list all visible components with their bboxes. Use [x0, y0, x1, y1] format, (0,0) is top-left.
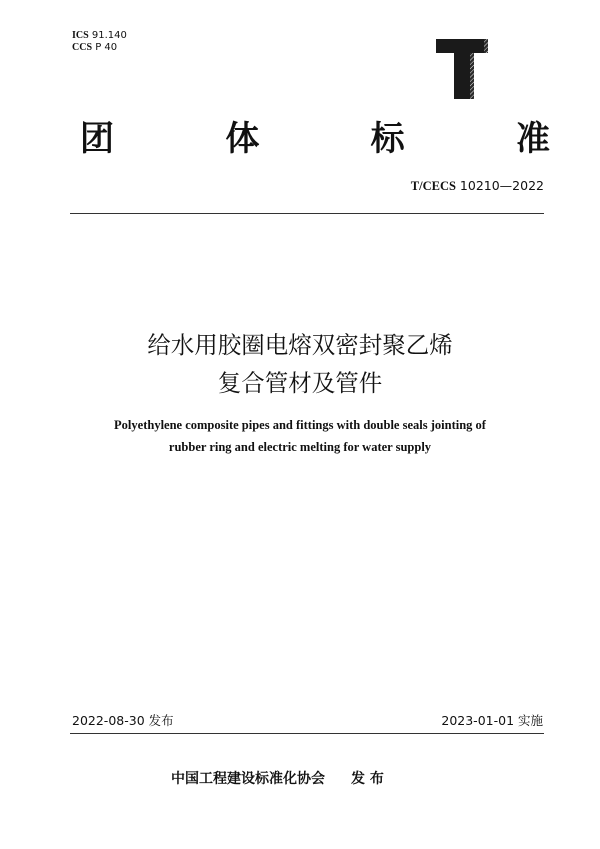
issuer-name: 中国工程建设标准化协会 — [171, 771, 325, 787]
category-char-3: 标 — [370, 119, 405, 159]
category-char-2: 体 — [225, 119, 260, 159]
header-divider — [70, 213, 544, 214]
chinese-title — [0, 326, 600, 402]
standard-number-body: 10210—2022 — [459, 178, 544, 193]
english-title-line-1: Polyethylene composite pipes and fittings with double seals jointing of — [114, 418, 486, 432]
issuer-action: 发 布 — [351, 771, 384, 787]
english-title-line-2: rubber ring and electric melting for water supply — [168, 440, 432, 454]
category-char-4: 准 — [515, 119, 550, 159]
footer-divider — [70, 733, 544, 734]
chinese-title-line-1: 给水用胶圈电熔双密封聚乙烯 — [147, 331, 453, 359]
classification-codes — [72, 30, 127, 54]
standard-number — [411, 178, 544, 194]
chinese-title-line-2: 复合管材及管件 — [217, 369, 383, 397]
english-title — [0, 414, 600, 458]
standard-number-prefix: T/CECS — [410, 179, 456, 193]
document-type-heading — [80, 114, 550, 164]
ccs-code: CCS P 40 — [72, 42, 118, 53]
ics-code: ICS 91.140 — [72, 30, 127, 41]
issue-date: 2022-08-30 发布 — [72, 713, 174, 728]
group-standard-t-logo — [436, 39, 488, 99]
issuing-organization — [171, 769, 384, 789]
implementation-date: 2023-01-01 实施 — [441, 713, 543, 728]
category-char-1: 团 — [80, 119, 114, 159]
